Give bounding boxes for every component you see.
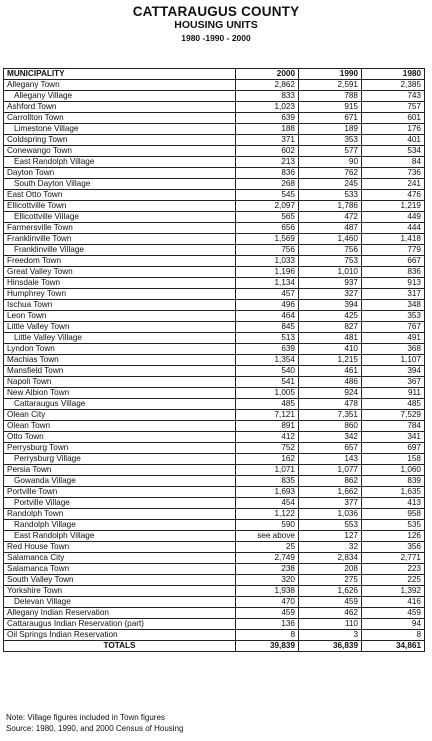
table-row (4, 608, 425, 619)
value-1990-cell: 762 (299, 168, 362, 179)
value-1990-cell: 2,834 (299, 553, 362, 564)
table-row (4, 333, 425, 344)
municipality-cell: Mansfield Town (4, 366, 236, 377)
value-1980-cell: 534 (362, 146, 425, 157)
source-note: Source: 1980, 1990, and 2000 Census of Housing (6, 724, 184, 733)
value-2000-cell: 412 (236, 432, 299, 443)
value-2000-cell: 1,569 (236, 234, 299, 245)
value-1980-cell: 485 (362, 399, 425, 410)
value-1980-cell: 401 (362, 135, 425, 146)
value-1980-cell: 353 (362, 311, 425, 322)
value-2000-cell: 2,097 (236, 201, 299, 212)
value-2000-cell: 136 (236, 619, 299, 630)
table-row (4, 245, 425, 256)
value-1990-cell: 1,036 (299, 509, 362, 520)
value-1990-cell: 1,662 (299, 487, 362, 498)
column-header-1990: 1990 (299, 69, 362, 80)
column-header-municipality: MUNICIPALITY (4, 69, 236, 80)
table-row (4, 212, 425, 223)
value-1990-cell: 860 (299, 421, 362, 432)
value-1990-cell: 657 (299, 443, 362, 454)
value-2000-cell: 756 (236, 245, 299, 256)
value-1980-cell: 84 (362, 157, 425, 168)
table-row (4, 124, 425, 135)
value-1990-cell: 245 (299, 179, 362, 190)
table-row (4, 476, 425, 487)
table-row (4, 432, 425, 443)
value-1990-cell: 3 (299, 630, 362, 641)
value-1990-cell: 208 (299, 564, 362, 575)
municipality-cell: Allegany Indian Reservation (4, 608, 236, 619)
table-row (4, 410, 425, 421)
value-1990-cell: 275 (299, 575, 362, 586)
value-1990-cell: 462 (299, 608, 362, 619)
value-2000-cell: 1,023 (236, 102, 299, 113)
table-row (4, 542, 425, 553)
municipality-cell: East Randolph Village (4, 157, 236, 168)
table-row (4, 520, 425, 531)
municipality-cell: Red House Town (4, 542, 236, 553)
value-2000-cell: 496 (236, 300, 299, 311)
value-1990-cell: 478 (299, 399, 362, 410)
totals-row (4, 641, 425, 652)
value-1980-cell: 767 (362, 322, 425, 333)
value-1980-cell: 779 (362, 245, 425, 256)
value-2000-cell: 371 (236, 135, 299, 146)
value-1980-cell: 913 (362, 278, 425, 289)
totals-label: TOTALS (4, 641, 236, 652)
municipality-cell: Randolph Village (4, 520, 236, 531)
municipality-cell: Machias Town (4, 355, 236, 366)
value-2000-cell: see above (236, 531, 299, 542)
value-2000-cell: 1,134 (236, 278, 299, 289)
value-2000-cell: 833 (236, 91, 299, 102)
value-1980-cell: 839 (362, 476, 425, 487)
value-1990-cell: 327 (299, 289, 362, 300)
value-1990-cell: 2,591 (299, 80, 362, 91)
report-years: 1980 -1990 - 2000 (181, 33, 251, 43)
value-2000-cell: 1,693 (236, 487, 299, 498)
table-row (4, 157, 425, 168)
value-1980-cell: 341 (362, 432, 425, 443)
table-row (4, 80, 425, 91)
value-1980-cell: 225 (362, 575, 425, 586)
table-row (4, 300, 425, 311)
municipality-cell: Randolph Town (4, 509, 236, 520)
value-2000-cell: 457 (236, 289, 299, 300)
value-1980-cell: 784 (362, 421, 425, 432)
table-row (4, 443, 425, 454)
municipality-cell: Salamanca City (4, 553, 236, 564)
value-1990-cell: 533 (299, 190, 362, 201)
value-1980-cell: 911 (362, 388, 425, 399)
municipality-cell: Little Valley Town (4, 322, 236, 333)
municipality-cell: New Albion Town (4, 388, 236, 399)
municipality-cell: Farmersville Town (4, 223, 236, 234)
table-row (4, 597, 425, 608)
table-row (4, 190, 425, 201)
value-2000-cell: 1,938 (236, 586, 299, 597)
municipality-cell: Otto Town (4, 432, 236, 443)
column-header-1980: 1980 (362, 69, 425, 80)
value-1990-cell: 753 (299, 256, 362, 267)
municipality-cell: East Otto Town (4, 190, 236, 201)
municipality-cell: Ellicottville Village (4, 212, 236, 223)
municipality-cell: Franklinville Village (4, 245, 236, 256)
value-1980-cell: 491 (362, 333, 425, 344)
value-1980-cell: 126 (362, 531, 425, 542)
value-1990-cell: 1,460 (299, 234, 362, 245)
village-note: Note: Village figures included in Town figures (6, 713, 165, 722)
municipality-cell: Delevan Village (4, 597, 236, 608)
municipality-cell: Dayton Town (4, 168, 236, 179)
table-row (4, 630, 425, 641)
table-row (4, 234, 425, 245)
table-row (4, 344, 425, 355)
value-2000-cell: 639 (236, 113, 299, 124)
value-2000-cell: 602 (236, 146, 299, 157)
value-1990-cell: 127 (299, 531, 362, 542)
table-row (4, 201, 425, 212)
housing-units-table (3, 68, 425, 652)
value-2000-cell: 541 (236, 377, 299, 388)
value-2000-cell: 162 (236, 454, 299, 465)
value-2000-cell: 1,005 (236, 388, 299, 399)
value-1980-cell: 476 (362, 190, 425, 201)
value-1990-cell: 143 (299, 454, 362, 465)
table-row (4, 168, 425, 179)
value-2000-cell: 464 (236, 311, 299, 322)
municipality-cell: Conewango Town (4, 146, 236, 157)
municipality-cell: Perrysburg Town (4, 443, 236, 454)
value-1980-cell: 368 (362, 344, 425, 355)
table-row (4, 366, 425, 377)
value-1990-cell: 671 (299, 113, 362, 124)
municipality-cell: South Dayton Village (4, 179, 236, 190)
value-1990-cell: 486 (299, 377, 362, 388)
value-1980-cell: 223 (362, 564, 425, 575)
table-row (4, 256, 425, 267)
municipality-cell: Ashford Town (4, 102, 236, 113)
value-2000-cell: 7,121 (236, 410, 299, 421)
value-1980-cell: 2,385 (362, 80, 425, 91)
value-1980-cell: 367 (362, 377, 425, 388)
value-1980-cell: 158 (362, 454, 425, 465)
table-row (4, 619, 425, 630)
table-row (4, 553, 425, 564)
table-row (4, 289, 425, 300)
value-2000-cell: 545 (236, 190, 299, 201)
table-row (4, 421, 425, 432)
value-2000-cell: 459 (236, 608, 299, 619)
value-1990-cell: 487 (299, 223, 362, 234)
municipality-cell: Lyndon Town (4, 344, 236, 355)
table-row (4, 311, 425, 322)
value-1980-cell: 2,771 (362, 553, 425, 564)
table-row (4, 487, 425, 498)
value-1980-cell: 958 (362, 509, 425, 520)
value-1980-cell: 413 (362, 498, 425, 509)
value-1990-cell: 827 (299, 322, 362, 333)
value-1990-cell: 937 (299, 278, 362, 289)
value-2000-cell: 470 (236, 597, 299, 608)
municipality-cell: Ischua Town (4, 300, 236, 311)
municipality-cell: Perrysburg Village (4, 454, 236, 465)
value-1980-cell: 1,635 (362, 487, 425, 498)
value-1980-cell: 757 (362, 102, 425, 113)
table-row (4, 355, 425, 366)
table-row (4, 465, 425, 476)
value-1990-cell: 1,786 (299, 201, 362, 212)
value-1990-cell: 32 (299, 542, 362, 553)
value-1990-cell: 342 (299, 432, 362, 443)
value-1980-cell: 7,529 (362, 410, 425, 421)
value-1980-cell: 94 (362, 619, 425, 630)
table-row (4, 91, 425, 102)
municipality-cell: Allegany Village (4, 91, 236, 102)
value-1990-cell: 353 (299, 135, 362, 146)
municipality-cell: South Valley Town (4, 575, 236, 586)
municipality-cell: Olean Town (4, 421, 236, 432)
value-2000-cell: 513 (236, 333, 299, 344)
municipality-cell: Portville Town (4, 487, 236, 498)
footnotes (6, 712, 183, 734)
value-1980-cell: 601 (362, 113, 425, 124)
value-1980-cell: 1,392 (362, 586, 425, 597)
value-1990-cell: 90 (299, 157, 362, 168)
value-2000-cell: 752 (236, 443, 299, 454)
column-header-2000: 2000 (236, 69, 299, 80)
value-1990-cell: 577 (299, 146, 362, 157)
municipality-cell: Napoli Town (4, 377, 236, 388)
value-1980-cell: 1,418 (362, 234, 425, 245)
value-1990-cell: 862 (299, 476, 362, 487)
value-1980-cell: 444 (362, 223, 425, 234)
municipality-cell: Persia Town (4, 465, 236, 476)
municipality-cell: Franklinville Town (4, 234, 236, 245)
value-1980-cell: 535 (362, 520, 425, 531)
value-2000-cell: 1,033 (236, 256, 299, 267)
report-title: CATTARAUGUS COUNTY (132, 4, 300, 19)
table-row (4, 135, 425, 146)
value-1990-cell: 459 (299, 597, 362, 608)
table-row (4, 113, 425, 124)
table-body (4, 80, 425, 641)
value-2000-cell: 1,122 (236, 509, 299, 520)
value-1980-cell: 836 (362, 267, 425, 278)
value-2000-cell: 213 (236, 157, 299, 168)
value-2000-cell: 485 (236, 399, 299, 410)
value-1980-cell: 1,107 (362, 355, 425, 366)
value-2000-cell: 891 (236, 421, 299, 432)
value-1990-cell: 189 (299, 124, 362, 135)
municipality-cell: Cattaraugus Indian Reservation (part) (4, 619, 236, 630)
value-2000-cell: 835 (236, 476, 299, 487)
value-2000-cell: 836 (236, 168, 299, 179)
value-2000-cell: 1,196 (236, 267, 299, 278)
value-1990-cell: 394 (299, 300, 362, 311)
value-1990-cell: 1,010 (299, 267, 362, 278)
table-row (4, 564, 425, 575)
table-row (4, 278, 425, 289)
value-1990-cell: 377 (299, 498, 362, 509)
value-1990-cell: 472 (299, 212, 362, 223)
value-1990-cell: 915 (299, 102, 362, 113)
value-1990-cell: 481 (299, 333, 362, 344)
table-row (4, 509, 425, 520)
value-1980-cell: 1,219 (362, 201, 425, 212)
value-1990-cell: 788 (299, 91, 362, 102)
value-1980-cell: 176 (362, 124, 425, 135)
table-row (4, 146, 425, 157)
table-row (4, 575, 425, 586)
value-2000-cell: 1,354 (236, 355, 299, 366)
municipality-cell: Leon Town (4, 311, 236, 322)
table-row (4, 388, 425, 399)
value-1980-cell: 356 (362, 542, 425, 553)
municipality-cell: Carrollton Town (4, 113, 236, 124)
value-2000-cell: 268 (236, 179, 299, 190)
table-row (4, 498, 425, 509)
table-row (4, 531, 425, 542)
municipality-cell: Gowanda Village (4, 476, 236, 487)
municipality-cell: Olean City (4, 410, 236, 421)
municipality-cell: Coldspring Town (4, 135, 236, 146)
table-header-row (4, 69, 425, 80)
table-row (4, 399, 425, 410)
value-1980-cell: 317 (362, 289, 425, 300)
value-1980-cell: 8 (362, 630, 425, 641)
municipality-cell: Freedom Town (4, 256, 236, 267)
totals-2000: 39,839 (236, 641, 299, 652)
value-1990-cell: 7,351 (299, 410, 362, 421)
value-1980-cell: 667 (362, 256, 425, 267)
value-2000-cell: 188 (236, 124, 299, 135)
value-2000-cell: 320 (236, 575, 299, 586)
totals-1990: 36,839 (299, 641, 362, 652)
municipality-cell: Great Valley Town (4, 267, 236, 278)
value-2000-cell: 540 (236, 366, 299, 377)
value-1980-cell: 697 (362, 443, 425, 454)
municipality-cell: Little Valley Village (4, 333, 236, 344)
value-1990-cell: 924 (299, 388, 362, 399)
value-1980-cell: 348 (362, 300, 425, 311)
municipality-cell: East Randolph Village (4, 531, 236, 542)
value-1980-cell: 449 (362, 212, 425, 223)
value-2000-cell: 590 (236, 520, 299, 531)
value-2000-cell: 25 (236, 542, 299, 553)
table-row (4, 586, 425, 597)
value-2000-cell: 1,071 (236, 465, 299, 476)
value-2000-cell: 8 (236, 630, 299, 641)
value-2000-cell: 565 (236, 212, 299, 223)
table-row (4, 377, 425, 388)
value-2000-cell: 845 (236, 322, 299, 333)
value-1990-cell: 425 (299, 311, 362, 322)
value-1990-cell: 553 (299, 520, 362, 531)
value-2000-cell: 2,749 (236, 553, 299, 564)
value-1980-cell: 1,060 (362, 465, 425, 476)
value-2000-cell: 656 (236, 223, 299, 234)
value-2000-cell: 2,862 (236, 80, 299, 91)
table-row (4, 102, 425, 113)
municipality-cell: Salamanca Town (4, 564, 236, 575)
municipality-cell: Portville Village (4, 498, 236, 509)
municipality-cell: Allegany Town (4, 80, 236, 91)
municipality-cell: Ellicottville Town (4, 201, 236, 212)
value-1990-cell: 1,215 (299, 355, 362, 366)
table-row (4, 322, 425, 333)
value-1990-cell: 1,077 (299, 465, 362, 476)
report-subtitle: HOUSING UNITS (174, 19, 258, 31)
value-1980-cell: 459 (362, 608, 425, 619)
municipality-cell: Limestone Village (4, 124, 236, 135)
value-1990-cell: 410 (299, 344, 362, 355)
value-1980-cell: 743 (362, 91, 425, 102)
value-2000-cell: 639 (236, 344, 299, 355)
municipality-cell: Oil Springs Indian Reservation (4, 630, 236, 641)
municipality-cell: Cattaraugus Village (4, 399, 236, 410)
value-1980-cell: 416 (362, 597, 425, 608)
value-1990-cell: 1,626 (299, 586, 362, 597)
value-1990-cell: 110 (299, 619, 362, 630)
value-1980-cell: 241 (362, 179, 425, 190)
value-2000-cell: 454 (236, 498, 299, 509)
table-row (4, 267, 425, 278)
report-header (0, 0, 432, 44)
totals-1980: 34,861 (362, 641, 425, 652)
table-row (4, 454, 425, 465)
table-row (4, 179, 425, 190)
municipality-cell: Hinsdale Town (4, 278, 236, 289)
value-2000-cell: 238 (236, 564, 299, 575)
table-row (4, 223, 425, 234)
value-1980-cell: 394 (362, 366, 425, 377)
municipality-cell: Humphrey Town (4, 289, 236, 300)
value-1990-cell: 756 (299, 245, 362, 256)
value-1980-cell: 736 (362, 168, 425, 179)
municipality-cell: Yorkshire Town (4, 586, 236, 597)
value-1990-cell: 461 (299, 366, 362, 377)
